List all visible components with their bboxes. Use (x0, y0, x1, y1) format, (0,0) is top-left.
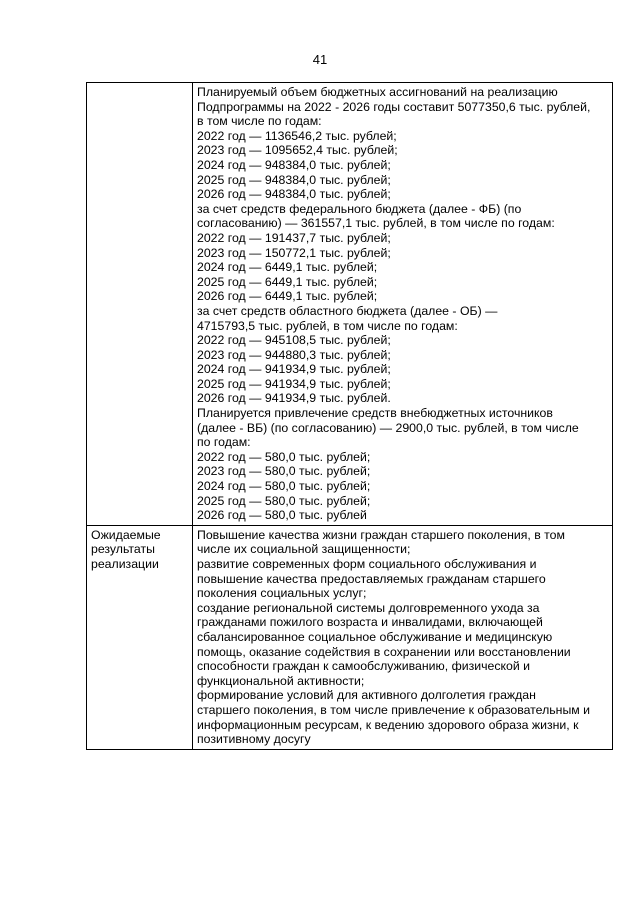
text-line: 2023 год — 150772,1 тыс. рублей; (197, 245, 391, 260)
text-line: Планируется привлечение средств внебюджетных источников (197, 406, 553, 421)
text-line: 2026 год — 941934,9 тыс. рублей. (197, 391, 391, 406)
text-line: 2025 год — 941934,9 тыс. рублей; (197, 376, 391, 391)
text-line: по годам: (197, 435, 251, 450)
row-label-line: реализации (91, 557, 159, 571)
text-line: 2023 год — 1095652,4 тыс. рублей; (197, 143, 398, 158)
text-line: согласованию) — 361557,1 тыс. рублей, в том числе по годам: (197, 216, 555, 231)
row-label-cell (87, 83, 193, 526)
text-line: 2026 год — 6449,1 тыс. рублей; (197, 289, 378, 304)
text-line: 2023 год — 580,0 тыс. рублей; (197, 464, 371, 479)
text-line: 2025 год — 580,0 тыс. рублей; (197, 493, 371, 508)
page-number: 41 (312, 52, 328, 67)
text-line: 2024 год — 948384,0 тыс. рублей; (197, 157, 391, 172)
text-line: Планируемый объем бюджетных ассигнований на реализацию (197, 85, 558, 99)
text-line: старшего поколения, в том числе привлечение к образовательным и (197, 702, 591, 717)
text-line: 4715793,5 тыс. рублей, в том числе по годам: (197, 318, 458, 333)
text-line: в том числе по годам: (197, 114, 322, 129)
text-line: 2025 год — 6449,1 тыс. рублей; (197, 274, 378, 289)
text-line: 2022 год — 191437,7 тыс. рублей; (197, 230, 391, 245)
text-line: за счет средств областного бюджета (далее - ОБ) — (197, 303, 498, 318)
text-line: 2025 год — 948384,0 тыс. рублей; (197, 172, 391, 187)
text-line: развитие современных форм социального обслуживания и (197, 557, 537, 571)
text-line: 2024 год — 941934,9 тыс. рублей; (197, 362, 391, 377)
text-line: способности граждан к самообслуживанию, физической и (197, 659, 530, 674)
text-line: формирование условий для активного долголетия граждан (197, 688, 536, 703)
row-label-line: Ожидаемые (91, 527, 161, 542)
text-line: числе их социальной защищенности; (197, 542, 411, 557)
text-line: Подпрограммы на 2022 - 2026 годы составит 5077350,6 тыс. рублей, (197, 99, 591, 114)
text-line: 2023 год — 944880,3 тыс. рублей; (197, 347, 391, 362)
row-label-cell (87, 525, 193, 749)
text-line: функциональной активности; (197, 673, 365, 688)
text-line: поколения социальных услуг; (197, 586, 367, 601)
text-line: гражданами пожилого возраста и инвалидами, включающей (197, 615, 543, 630)
text-line: сбалансированное социальное обслуживание и медицинскую (197, 629, 553, 644)
text-line: 2026 год — 580,0 тыс. рублей (197, 508, 367, 523)
table-row (87, 525, 613, 749)
text-line: 2024 год — 580,0 тыс. рублей; (197, 479, 371, 494)
text-line: Повышение качества жизни граждан старшего поколения, в том (197, 527, 565, 542)
text-line: за счет средств федерального бюджета (далее - ФБ) (по (197, 201, 522, 216)
text-line: создание региональной системы долговременного ухода за (197, 600, 540, 615)
expected-results-content-cell (193, 525, 613, 749)
text-line: 2022 год — 1136546,2 тыс. рублей; (197, 128, 397, 143)
passport-table (86, 82, 613, 750)
text-line: повышение качества предоставляемых гражданам старшего (197, 571, 546, 586)
text-line: 2022 год — 580,0 тыс. рублей; (197, 449, 371, 464)
text-line: информационным ресурсам, к ведению здорового образа жизни, к (197, 717, 579, 732)
funding-content-cell (193, 83, 613, 526)
row-label-line: результаты (91, 542, 155, 557)
text-line: 2026 год — 948384,0 тыс. рублей; (197, 187, 391, 202)
table-row (87, 83, 613, 526)
text-line: (далее - ВБ) (по согласованию) — 2900,0 тыс. рублей, в том числе (197, 420, 579, 435)
text-line: 2024 год — 6449,1 тыс. рублей; (197, 260, 378, 275)
text-line: позитивному досугу (197, 732, 311, 747)
text-line: 2022 год — 945108,5 тыс. рублей; (197, 333, 391, 348)
text-line: помощь, оказание содействия в сохранении или восстановлении (197, 644, 571, 659)
